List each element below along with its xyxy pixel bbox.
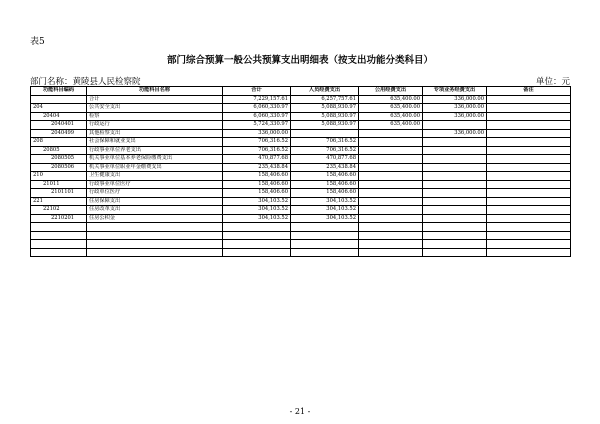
table-row	[31, 189, 571, 198]
cell-name	[87, 240, 223, 249]
cell-name: 其他检察支出	[87, 129, 223, 138]
cell-special	[423, 197, 487, 206]
unit-label: 单位：元	[535, 77, 570, 87]
cell-total: 304,103.52	[223, 206, 291, 215]
table-header-row	[31, 87, 571, 96]
table-row	[31, 206, 571, 215]
cell-special: 336,000.00	[423, 104, 487, 113]
cell-special	[423, 189, 487, 198]
cell-name: 卫生健康支出	[87, 172, 223, 181]
table-row	[31, 138, 571, 147]
cell-name: 机关事业单位职业年金缴费支出	[87, 163, 223, 172]
cell-note	[487, 214, 571, 223]
page-number: - 21 -	[289, 407, 311, 416]
cell-personnel: 304,103.52	[291, 214, 359, 223]
cell-public	[359, 129, 423, 138]
cell-personnel: 706,316.52	[291, 146, 359, 155]
cell-personnel: 304,103.52	[291, 197, 359, 206]
cell-public: 635,400.00	[359, 121, 423, 130]
cell-note	[487, 206, 571, 215]
cell-total	[223, 248, 291, 257]
cell-personnel: 158,406.60	[291, 180, 359, 189]
cell-personnel	[291, 248, 359, 257]
cell-code: 210	[31, 172, 87, 181]
cell-personnel: 6,257,757.61	[291, 95, 359, 104]
cell-note	[487, 129, 571, 138]
cell-public	[359, 223, 423, 232]
cell-code: 221	[31, 197, 87, 206]
expenditure-table	[30, 86, 571, 257]
cell-personnel: 5,088,930.97	[291, 112, 359, 121]
cell-name: 住房保障支出	[87, 197, 223, 206]
cell-special	[423, 163, 487, 172]
cell-code: 2080505	[31, 155, 87, 164]
cell-total	[223, 240, 291, 249]
table-row	[31, 214, 571, 223]
table-tag: 表5	[30, 37, 45, 47]
cell-public	[359, 214, 423, 223]
cell-personnel: 470,877.68	[291, 155, 359, 164]
cell-note	[487, 172, 571, 181]
table-row	[31, 180, 571, 189]
cell-personnel	[291, 240, 359, 249]
cell-special	[423, 146, 487, 155]
cell-public	[359, 189, 423, 198]
department-label: 部门名称：黄陵县人民检察院	[30, 77, 141, 87]
cell-special	[423, 206, 487, 215]
cell-name: 住房改革支出	[87, 206, 223, 215]
cell-note	[487, 180, 571, 189]
cell-total: 7,229,157.61	[223, 95, 291, 104]
table-row	[31, 121, 571, 130]
cell-total: 158,406.60	[223, 189, 291, 198]
cell-public: 635,400.00	[359, 95, 423, 104]
cell-personnel: 5,088,930.97	[291, 104, 359, 113]
cell-code: 2040499	[31, 129, 87, 138]
cell-code: 22102	[31, 206, 87, 215]
cell-code: 2080506	[31, 163, 87, 172]
cell-total: 158,406.60	[223, 172, 291, 181]
col-header-personnel: 人员经费支出	[291, 87, 359, 96]
cell-code	[31, 95, 87, 104]
table-row	[31, 146, 571, 155]
page-title: 部门综合预算一般公共预算支出明细表（按支出功能分类科目）	[166, 55, 433, 66]
cell-name	[87, 248, 223, 257]
cell-public: 635,400.00	[359, 104, 423, 113]
cell-note	[487, 197, 571, 206]
cell-special	[423, 231, 487, 240]
cell-personnel: 158,406.60	[291, 172, 359, 181]
table-row	[31, 223, 571, 232]
cell-note	[487, 146, 571, 155]
col-header-special: 专项业务经费支出	[423, 87, 487, 96]
cell-public	[359, 138, 423, 147]
table-body	[31, 95, 571, 257]
table-row	[31, 112, 571, 121]
cell-total	[223, 231, 291, 240]
col-header-public: 公用经费支出	[359, 87, 423, 96]
cell-note	[487, 189, 571, 198]
cell-special: 336,000.00	[423, 95, 487, 104]
cell-note	[487, 112, 571, 121]
cell-note	[487, 231, 571, 240]
cell-special	[423, 223, 487, 232]
cell-code: 204	[31, 104, 87, 113]
cell-public	[359, 155, 423, 164]
cell-name: 公共安全支出	[87, 104, 223, 113]
cell-special: 336,000.00	[423, 112, 487, 121]
cell-code: 20404	[31, 112, 87, 121]
cell-total: 235,438.84	[223, 163, 291, 172]
cell-note	[487, 240, 571, 249]
cell-special	[423, 121, 487, 130]
cell-name	[87, 223, 223, 232]
cell-note	[487, 163, 571, 172]
cell-special	[423, 180, 487, 189]
cell-note	[487, 121, 571, 130]
cell-personnel: 304,103.52	[291, 206, 359, 215]
cell-code: 2210201	[31, 214, 87, 223]
cell-total: 6,060,330.97	[223, 112, 291, 121]
cell-name: 合计	[87, 95, 223, 104]
col-header-total: 合计	[223, 87, 291, 96]
cell-public	[359, 163, 423, 172]
cell-name: 行政单位医疗	[87, 189, 223, 198]
cell-personnel: 706,316.52	[291, 138, 359, 147]
cell-name: 行政事业单位养老支出	[87, 146, 223, 155]
cell-total: 470,877.68	[223, 155, 291, 164]
cell-special: 336,000.00	[423, 129, 487, 138]
cell-public: 635,400.00	[359, 112, 423, 121]
cell-name	[87, 231, 223, 240]
col-header-name: 功能科目名称	[87, 87, 223, 96]
cell-code	[31, 240, 87, 249]
table-row	[31, 197, 571, 206]
cell-public	[359, 172, 423, 181]
table-row	[31, 155, 571, 164]
cell-special	[423, 172, 487, 181]
table-row	[31, 240, 571, 249]
cell-code	[31, 231, 87, 240]
cell-name: 社会保障和就业支出	[87, 138, 223, 147]
cell-personnel: 5,088,930.97	[291, 121, 359, 130]
cell-total: 706,316.52	[223, 138, 291, 147]
cell-special	[423, 248, 487, 257]
cell-special	[423, 138, 487, 147]
cell-personnel	[291, 129, 359, 138]
cell-total: 706,316.52	[223, 146, 291, 155]
cell-name: 行政事业单位医疗	[87, 180, 223, 189]
cell-note	[487, 248, 571, 257]
cell-public	[359, 146, 423, 155]
cell-total: 304,103.52	[223, 214, 291, 223]
cell-special	[423, 214, 487, 223]
cell-total: 5,724,330.97	[223, 121, 291, 130]
cell-special	[423, 155, 487, 164]
cell-total: 304,103.52	[223, 197, 291, 206]
cell-code	[31, 248, 87, 257]
cell-public	[359, 206, 423, 215]
cell-public	[359, 197, 423, 206]
cell-personnel	[291, 231, 359, 240]
table-row	[31, 231, 571, 240]
cell-code: 208	[31, 138, 87, 147]
cell-name: 检察	[87, 112, 223, 121]
cell-code	[31, 223, 87, 232]
cell-public	[359, 240, 423, 249]
cell-code: 20805	[31, 146, 87, 155]
cell-public	[359, 248, 423, 257]
table-row	[31, 172, 571, 181]
cell-personnel: 158,406.60	[291, 189, 359, 198]
cell-personnel: 235,438.84	[291, 163, 359, 172]
cell-note	[487, 155, 571, 164]
cell-total: 158,406.60	[223, 180, 291, 189]
cell-note	[487, 95, 571, 104]
col-header-note: 备注	[487, 87, 571, 96]
table-row	[31, 163, 571, 172]
table-row	[31, 248, 571, 257]
table-row	[31, 95, 571, 104]
table-row	[31, 129, 571, 138]
cell-name: 机关事业单位基本养老保险缴费支出	[87, 155, 223, 164]
cell-code: 21011	[31, 180, 87, 189]
cell-special	[423, 240, 487, 249]
table-row	[31, 104, 571, 113]
cell-personnel	[291, 223, 359, 232]
cell-code: 2101101	[31, 189, 87, 198]
cell-total	[223, 223, 291, 232]
cell-note	[487, 104, 571, 113]
cell-name: 行政运行	[87, 121, 223, 130]
cell-name: 住房公积金	[87, 214, 223, 223]
cell-total: 6,060,330.97	[223, 104, 291, 113]
cell-public	[359, 180, 423, 189]
cell-note	[487, 223, 571, 232]
cell-public	[359, 231, 423, 240]
cell-code: 2040401	[31, 121, 87, 130]
col-header-code: 功能科目编码	[31, 87, 87, 96]
cell-note	[487, 138, 571, 147]
cell-total: 336,000.00	[223, 129, 291, 138]
